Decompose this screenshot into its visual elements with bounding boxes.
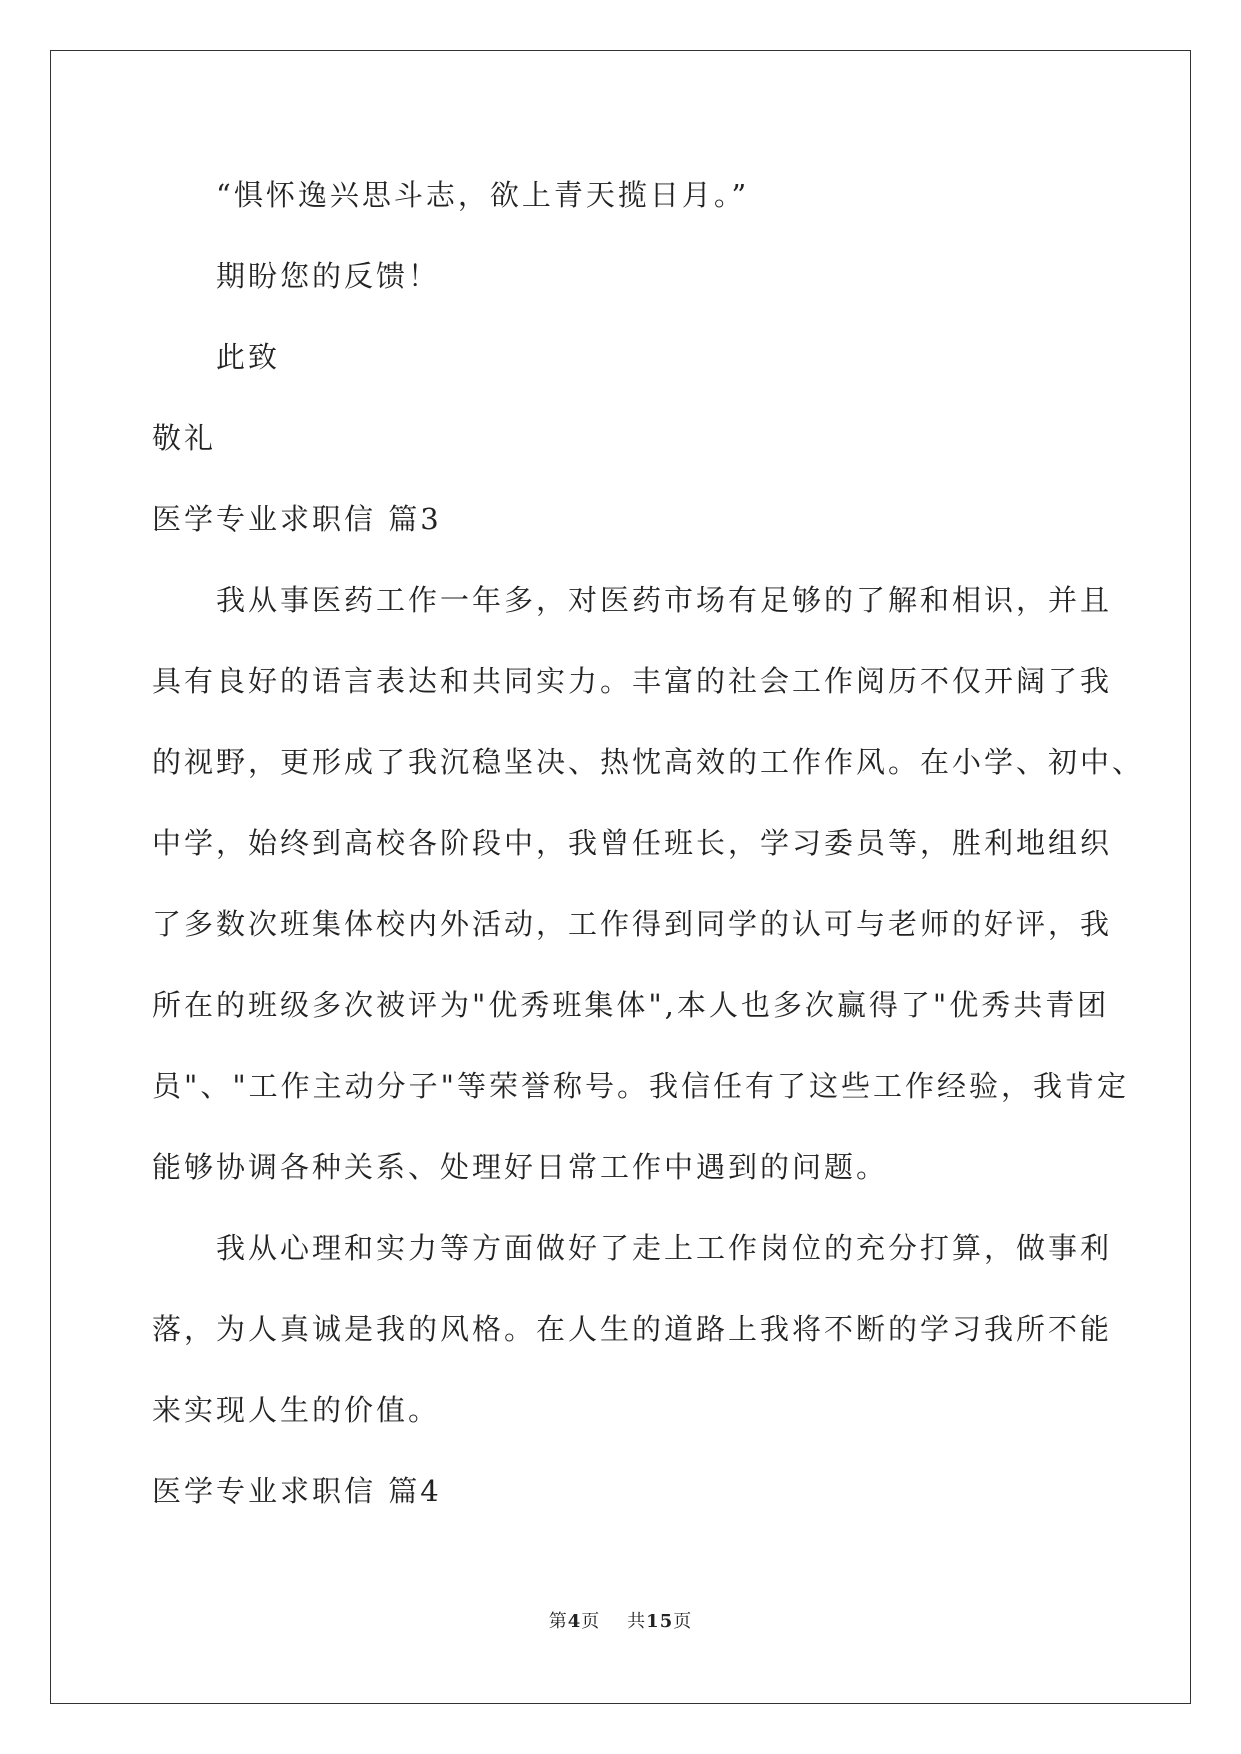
- text-line: 能够协调各种关系、处理好日常工作中遇到的问题。: [152, 1150, 889, 1184]
- text-line: 来实现人生的价值。: [152, 1393, 441, 1427]
- total-prefix: 共: [627, 1611, 647, 1632]
- text-line: 中学，始终到高校各阶段中，我曾任班长，学习委员等，胜利地组织: [152, 826, 1113, 860]
- text-line: 具有良好的语言表达和共同实力。丰富的社会工作阅历不仅开阔了我: [152, 664, 1113, 698]
- page-suffix: 页: [581, 1611, 601, 1632]
- document-body: [152, 155, 1145, 1532]
- text-line: 落，为人真诚是我的风格。在人生的道路上我将不断的学习我所不能: [152, 1312, 1113, 1346]
- total-pages: 15: [646, 1611, 674, 1632]
- text-line: 敬礼: [152, 421, 217, 455]
- text-line: 员"、"工作主动分子"等荣誉称号。我信任有了这些工作经验，我肯定: [152, 1069, 1130, 1103]
- page-footer: [0, 1607, 1241, 1633]
- section-heading: 医学专业求职信 篇3: [152, 502, 442, 536]
- page-prefix: 第: [548, 1611, 568, 1632]
- text-line: 我从心理和实力等方面做好了走上工作岗位的充分打算，做事利: [216, 1231, 1113, 1265]
- text-line: 此致: [216, 340, 281, 374]
- page-number: 4: [567, 1611, 582, 1632]
- text-line: “惧怀逸兴思斗志，欲上青天揽日月。”: [216, 178, 750, 212]
- text-line: 期盼您的反馈！: [216, 259, 441, 293]
- total-suffix: 页: [673, 1611, 693, 1632]
- text-line: 的视野，更形成了我沉稳坚决、热忱高效的工作作风。在小学、初中、: [152, 745, 1145, 779]
- section-heading: 医学专业求职信 篇4: [152, 1474, 442, 1508]
- text-line: 所在的班级多次被评为"优秀班集体",本人也多次赢得了"优秀共青团: [152, 988, 1110, 1022]
- text-line: 了多数次班集体校内外活动，工作得到同学的认可与老师的好评，我: [152, 907, 1113, 941]
- text-line: 我从事医药工作一年多，对医药市场有足够的了解和相识，并且: [216, 583, 1113, 617]
